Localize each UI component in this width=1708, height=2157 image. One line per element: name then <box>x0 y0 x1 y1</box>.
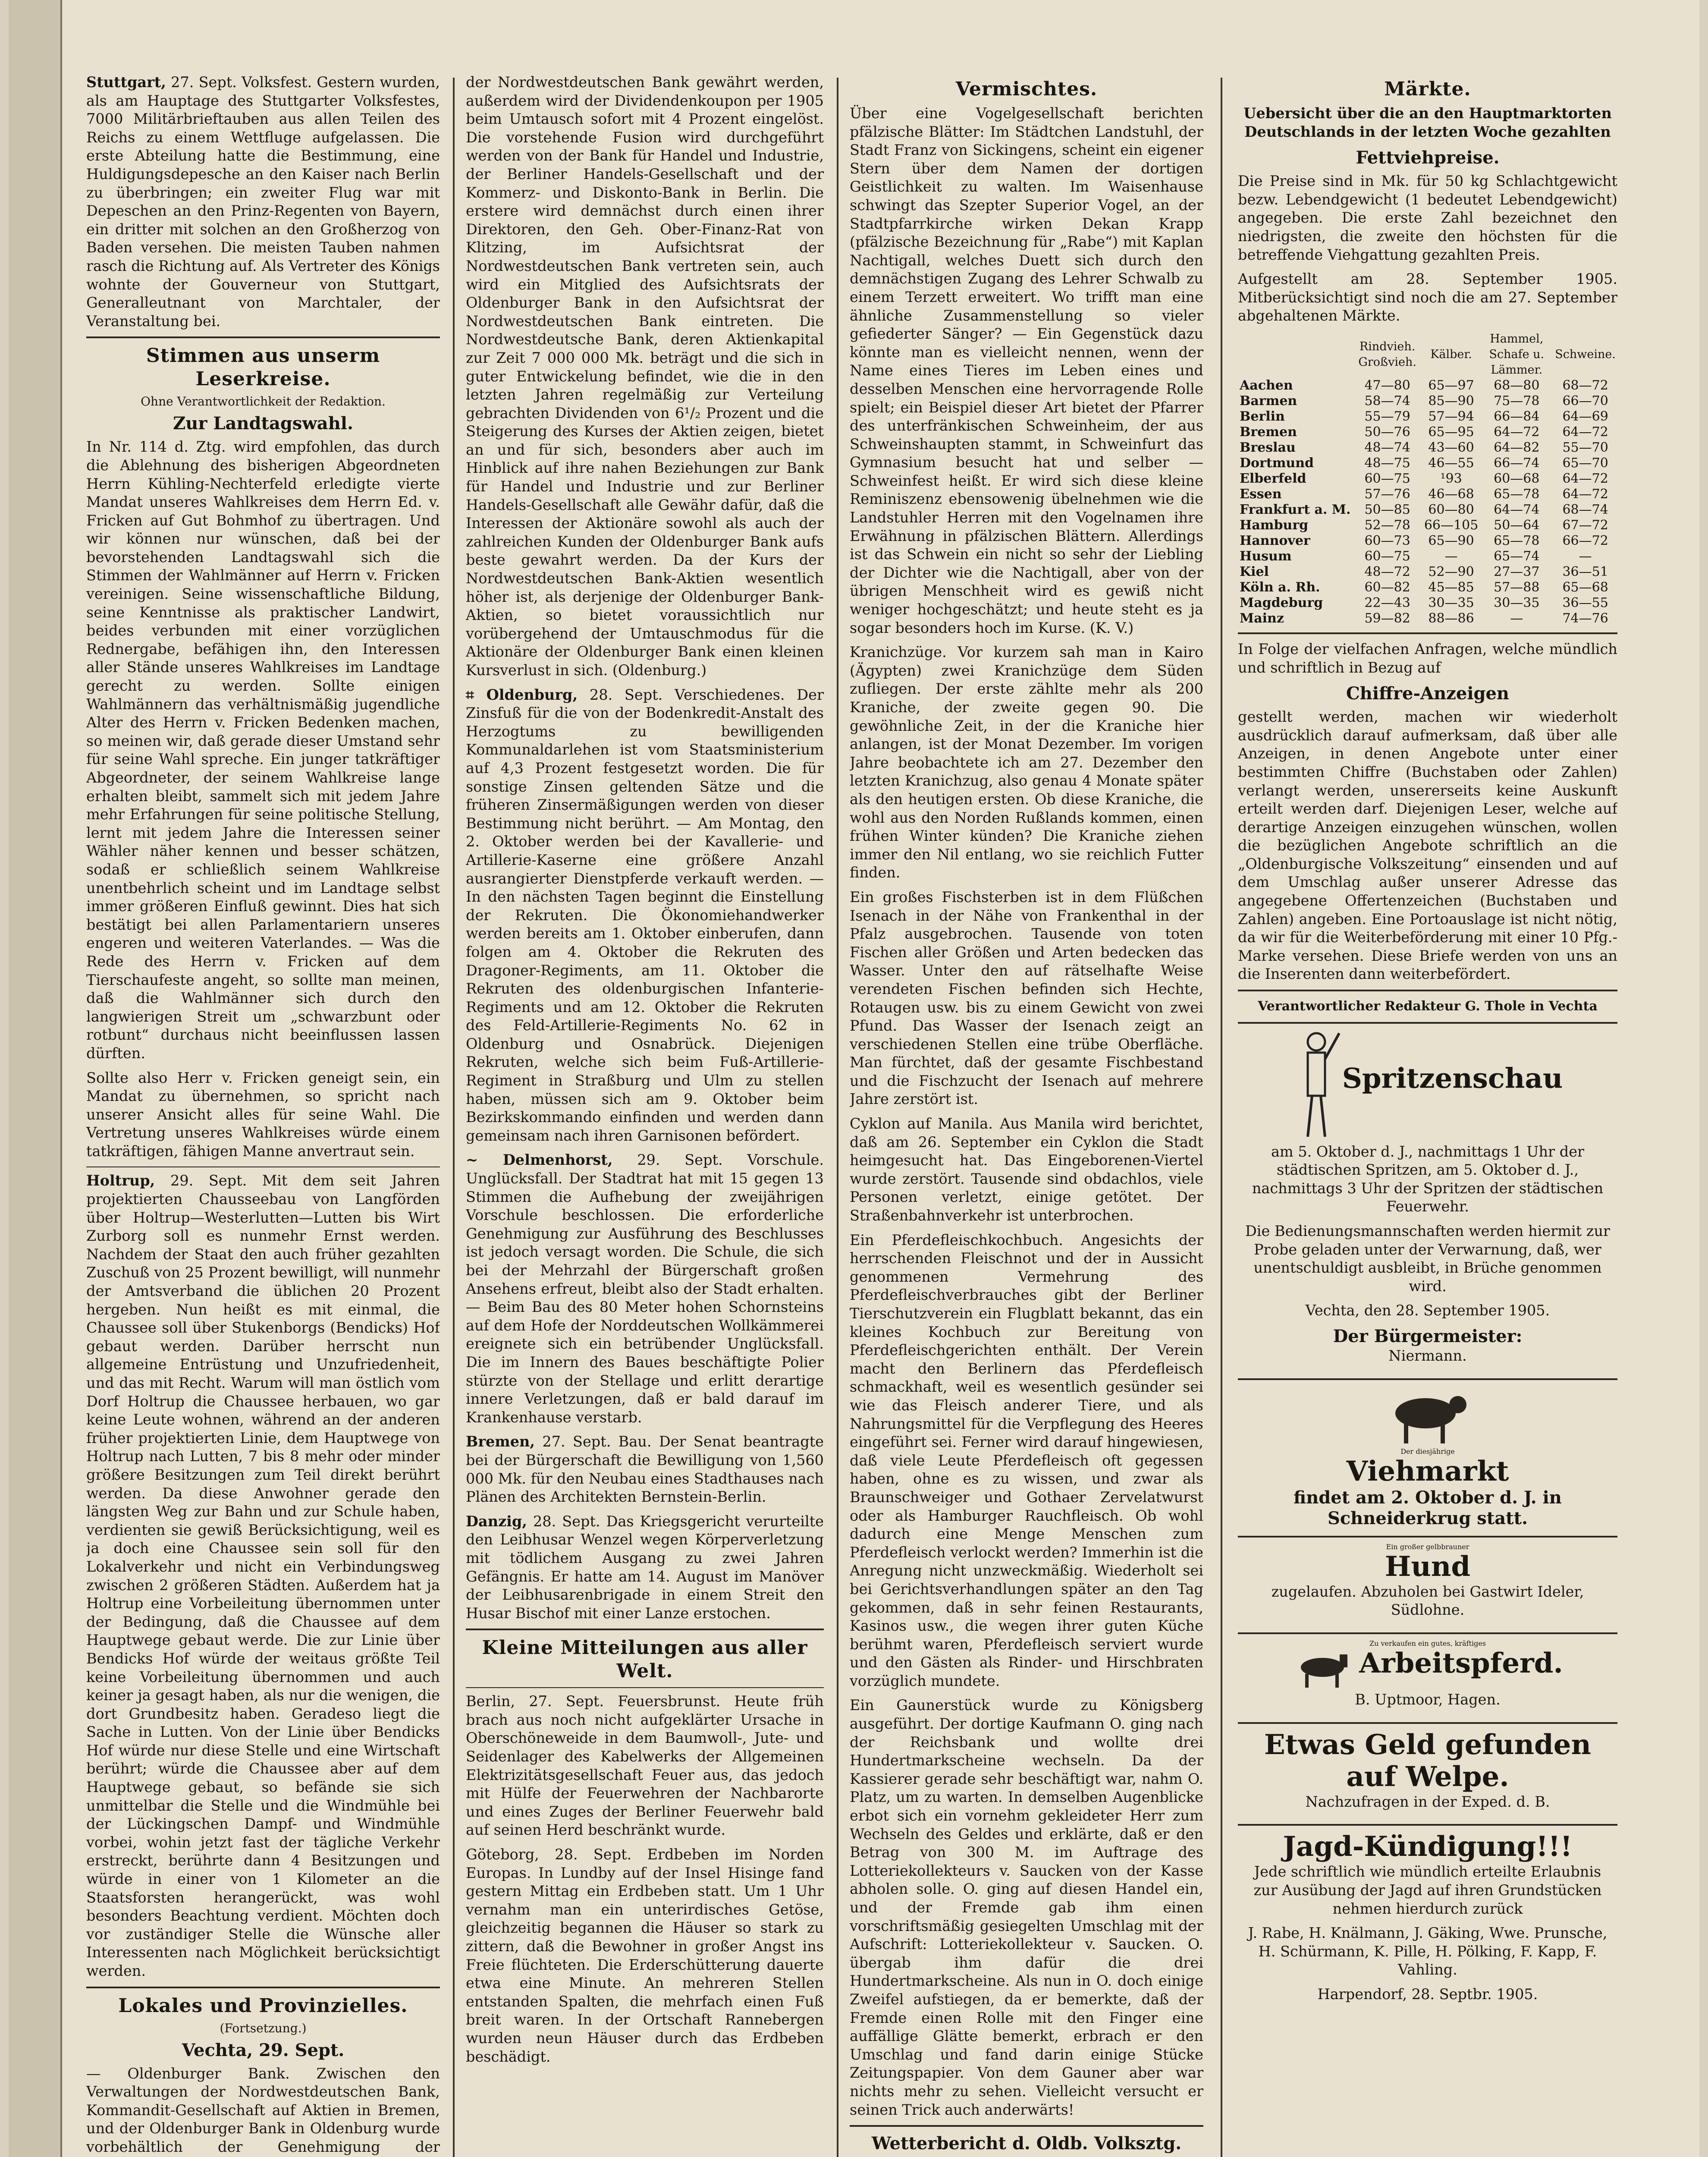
price-cell: 88—86 <box>1428 610 1474 626</box>
price-cell: 64—69 <box>1562 409 1608 424</box>
market-intro: Uebersicht über die an den Hauptmarktorten Deutschlands in der letzten Woche gezahlten <box>1243 105 1612 140</box>
article-text: Ein großes Fischsterben ist in dem Flüßchen Isenach in der Nähe von Frankenthal in der Pfalz ausgebrochen. Tausende von toten Fischen aller Größen und Arten bedecken das Wasser. Unter den auf rätselhafte Weise verendeten Fischen befinden sich Hechte, Rotaugen usw. bis zu einem Gewicht von zwei Pfund. Das Wasser der Isenach zeigt an verschiedenen Stellen eine trübe Oberfläche. Man fürchtet, daß der gesamte Fischbestand und die Fischzucht der Isenach auf mehrere Jahre zerstört ist. <box>850 888 1203 1108</box>
cow-icon <box>1385 1385 1471 1447</box>
column-rule <box>453 78 455 2157</box>
ad-text: Harpendorf, 28. Septbr. 1905. <box>1317 1986 1538 2003</box>
article-text: Göteborg, 28. Sept. Erdbeben im Norden Europas. In Lundby auf der Insel Hisinge fand gestern Mittag ein Erdbeben statt. Um 1 Uhr vernahm man ein unterirdisches Getöse, gleichzeitig begannen die Häuser so stark zu zittern, daß die Bewohner in großer Angst ins Freie flüchteten. Die Erderschütterung dauerte etwa eine Minute. An mehreren Stellen entstanden Spalten, die mehrfach einen Fuß breit waren. In der Ortschaft Rannebergen wurden neun Häuser durch das Erdbeben beschädigt. <box>466 1846 824 2065</box>
article-text: In Nr. 114 d. Ztg. wird empfohlen, das durch die Ablehnung des bisherigen Abgeordneten Herrn Kühling-Nechterfeld erledigte vierte Mandat unseres Wahlkreises dem Herrn Ed. v. Fricken auf Gut Bohmhof zu übertragen. Und wir können nur wünschen, daß bei der bevorstehenden Landtagswahl sich die Stimmen der Wahlmänner auf Herrn v. Fricken vereinigen. Seine wissenschaftliche Bildung, seine Kenntnisse als praktischer Landwirt, beides verbunden mit einer vorzüglichen Rednergabe, befähigen ihn, den Interessen aller Stände unseres Wahlkreises im Landtage gerecht zu werden. Sollte einigen Wahlmännern das verhältnismäßig jugendliche Alter des Herrn v. Fricken Bedenken machen, so meinen wir, daß gerade dieser Umstand sehr für seine Wahl spreche. Ein junger tatkräftiger Abgeordneter, der seinem Wahlkreise lange erhalten bleibt, sammelt sich mit jedem Jahre mehr Erfahrungen für seine politische Stellung, lernt mit jedem Jahre die Interessen seiner Wähler näher kennen und besser schätzen, sodaß er schließlich seinem Wahlkreise unentbehrlich scheint und im Landtage selbst immer größeren Einfluß gewinnt. Dies hat sich bestätigt bei allen Parlamentariern unseres engeren und weiteren Vaterlandes. — Was die Rede des Herrn v. Fricken auf dem Tierschaufeste angeht, so sollte man meinen, daß die Wahlmänner sich durch den langwierigen Streit um „schwarzbunt oder rotbunt“ durchaus nicht beeinflussen lassen dürften. <box>86 438 440 1062</box>
price-cell: 60—75 <box>1364 548 1410 564</box>
market-city: Frankfurt a. M. <box>1240 502 1351 517</box>
divider <box>850 2125 1203 2127</box>
divider <box>1238 990 1617 991</box>
article-text: Ein Pferdefleischkochbuch. Angesichts der herrschenden Fleischnot und der in Aussicht genommenen Vermehrung des Pferdefleischverbrauches gibt der Berliner Tierschutzverein ein Flugblatt bekannt, das ein kleines Kochbuch zur Bereitung von Pferdefleischgerichten enthält. Der Verein macht den Berlinern das Pferdefleisch schmackhaft, weil es wesentlich gesünder sei wie das Fleisch anderer Tiere, und als Nahrungsmittel für die Verpflegung des Heeres eingeführt sei. Ferner wird darauf hingewiesen, daß viele Leute Pferdefleisch oft gegessen haben, ohne es zu wissen, und zwar als Braunschweiger und Gothaer Zervelatwurst oder als Hamburger Rauchfleisch. Ob wohl dadurch eine Menge Menschen zum Pferdefleisch verlockt werden? Immerhin ist die Anregung nicht unzweckmäßig. Wiederholt sei bei Gerichtsverhandlungen später an den Tag gekommen, daß in sehr feinen Restaurants, Kasinos usw., die wegen ihrer guten Küche berühmt waren, Pferdefleisch serviert wurde und den Gästen als Rinder- und Hirschbraten vorzüglich mundete. <box>850 1231 1203 1689</box>
price-cell: 66—105 <box>1424 517 1479 533</box>
market-city: Hamburg <box>1240 517 1309 533</box>
price-cell: 48—74 <box>1364 440 1410 455</box>
binding-edge <box>9 0 62 2157</box>
divider <box>1238 632 1617 634</box>
market-city: Berlin <box>1240 409 1285 424</box>
ad-text: Niermann. <box>1388 1347 1467 1364</box>
price-cell: 74—76 <box>1562 610 1608 626</box>
ad-text: Nachzufragen in der Exped. d. B. <box>1305 1793 1550 1810</box>
price-cell: 65—70 <box>1562 455 1608 471</box>
price-cell: 57—76 <box>1364 486 1410 502</box>
price-column-header: Rindvieh. Großvieh. <box>1358 340 1416 369</box>
ad-text: B. Uptmoor, Hagen. <box>1355 1691 1501 1708</box>
price-cell: 64—72 <box>1562 486 1608 502</box>
price-cell: 66—70 <box>1562 393 1608 409</box>
market-city: Husum <box>1240 548 1292 564</box>
price-cell: 68—72 <box>1562 377 1608 393</box>
section-heading: Chiffre-Anzeigen <box>1346 683 1510 704</box>
article-oldenburg <box>466 686 824 1145</box>
dateline: Vechta, 29. Sept. <box>182 2040 345 2060</box>
divider <box>466 1687 824 1688</box>
table-row <box>1238 518 1617 533</box>
ad-spritzenschau <box>1238 1022 1617 1378</box>
price-column-header: Schweine. <box>1555 347 1616 361</box>
market-city: Köln a. Rh. <box>1240 579 1320 595</box>
price-table-corner <box>1238 331 1352 378</box>
price-column-header: Hammel, Schafe u. Lämmer. <box>1489 332 1545 377</box>
price-cell: 50—64 <box>1494 517 1540 533</box>
price-cell: 57—88 <box>1494 579 1540 595</box>
article-text: Über eine Vogelgesellschaft berichten pfälzische Blätter: Im Städtchen Landstuhl, der Stadt Franz von Sickingens, scheint ein eigener Stern über dem Namen der dortigen Geistlichkeit zu walten. Im Waisenhause schwingt das Szepter Superior Vogel, an der Stadtpfarrkirche wirken Dekan Krapp (pfälzische Bezeichnung für „Rabe“) mit Kaplan Nachtigall, welches Duett sich durch den demnächstigen Zugang des Lehrer Schwalb zu einem Terzett erweitert. Wo trifft man eine ähnliche Zusammenstellung so vieler gefiederter Sänger? — Ein Gegenstück dazu könnte man es vielleicht nennen, wenn der Name eines Tieres im Leben eines und desselben Menschen eine hervorragende Rolle spielt; ein Beispiel dieser Art bietet der Pfarrer des unterfränkischen Schweinheim, der aus Schweinshaupten stammt, in Schweinfurt das Gymnasium besucht hat und selber — Schweinfest heißt. Er wird sich diese kleine Reminiszenz ebensowenig übelnehmen wie die Landstuhler Herren mit den Vogelnamen ihre Erwähnung in pfälzischen Blättern. Allerdings ist das Schwein ein nicht so sehr der Liebling der Dichter wie die Nachtigall, aber von der übrigen Menschheit wird es gewiß nicht weniger hochgeschätzt; und heute steht es ja sogar besonders hoch im Kurse. (K. V.) <box>850 105 1203 636</box>
horse-icon <box>1292 1650 1357 1691</box>
table-row <box>1238 440 1617 456</box>
column-4 <box>1238 73 1617 2017</box>
price-cell: 64—74 <box>1494 502 1540 517</box>
article-text: 27. Sept. Volksfest. Gestern wurden, als am Hauptage des Stuttgarter Volksfestes, 7000 Militärbrieftauben aus allen Teilen des Reichs zu einem Wettfluge aufgelassen. Die erste Abteilung hatte die Bestimmung, eine Huldigungsdepesche an den Kaiser nach Berlin zu überbringen; ein zweiter Flug war mit Depeschen an den Prinz-Regenten von Bayern, ein dritter mit solchen an den Großherzog von Baden versehen. Die meisten Tauben nahmen rasch die Richtung auf. Als Vertreter des Königs wohnte der Gouverneur von Stuttgart, Generalleutnant von Marchtaler, der Veranstaltung bei. <box>86 74 440 330</box>
price-cell: 47—80 <box>1364 377 1410 393</box>
section-heading: Lokales und Provinzielles. <box>118 1994 408 2017</box>
price-cell: 58—74 <box>1364 393 1410 409</box>
price-cell: 50—85 <box>1364 502 1410 517</box>
article-text: 28. Sept. Das Kriegsgericht verurteilte den Leibhusar Wenzel wegen Körperverletzung mit tödlichem Ausgang zu zwei Jahren Gefängnis. Er hatte am 14. August im Manöver der Leibhusarenbrigade in einem Streit den Husar Bischof mit einer Lanze erstochen. <box>466 1512 824 1622</box>
market-note: Aufgestellt am 28. September 1905. Mitberücksichtigt sind noch die am 27. September abgehaltenen Märkte. <box>1238 270 1617 324</box>
price-cell: 85—90 <box>1428 393 1474 409</box>
price-cell: 52—90 <box>1428 564 1474 579</box>
article-danzig <box>466 1512 824 1623</box>
ad-text: findet am 2. Oktober d. J. in Schneiderkrug statt. <box>1294 1487 1562 1528</box>
section-heading: Stimmen aus unserm Leserkreise. <box>146 345 380 390</box>
market-city: Aachen <box>1240 377 1293 393</box>
table-row <box>1238 409 1617 424</box>
divider <box>466 1629 824 1630</box>
ad-pretitle: Der diesjährige <box>1400 1447 1455 1456</box>
price-cell: 64—72 <box>1562 424 1608 440</box>
price-cell: 48—75 <box>1364 455 1410 471</box>
section-heading: Vermischtes. <box>955 78 1098 100</box>
price-column-header: Kälber. <box>1430 347 1472 361</box>
ad-text: Jede schriftlich wie mündlich erteilte Erlaubnis zur Ausübung der Jagd auf ihren Grundstücken nehmen hierdurch zurück <box>1253 1863 1602 1917</box>
article-stuttgart <box>86 73 440 330</box>
notice-text: In Folge der vielfachen Anfragen, welche mündlich und schriftlich in Bezug auf <box>1238 640 1617 676</box>
market-city: Kiel <box>1240 564 1269 579</box>
price-cell: 30—35 <box>1494 595 1540 610</box>
ad-hund <box>1238 1536 1617 1632</box>
price-cell: 52—78 <box>1364 517 1410 533</box>
price-cell: 43—60 <box>1428 440 1474 455</box>
divider <box>86 336 440 338</box>
dateline: ~ Delmenhorst, <box>466 1151 613 1169</box>
price-cell: 45—85 <box>1428 579 1474 595</box>
price-cell: 60—73 <box>1364 533 1410 548</box>
article-text: — Oldenburger Bank. Zwischen den Verwaltungen der Nordwestdeutschen Bank, Kommandit-Gesellschaft auf Aktien in Bremen, und der Oldenburger Bank in Oldenburg wurde vorbehältlich der Genehmigung der <box>86 2065 440 2155</box>
section-heading: Kleine Mitteilungen aus aller Welt. <box>482 1637 808 1682</box>
price-cell: 65—74 <box>1494 548 1540 564</box>
table-row <box>1238 502 1617 518</box>
column-rule <box>837 78 838 2157</box>
notice-text: gestellt werden, machen wir wiederholt ausdrücklich darauf aufmerksam, daß über alle Anzeigen, in denen Angebote unter einer bestimmten Chiffre (Buchstaben oder Zahlen) verlangt werden, unsererseits keine Auskunft erteilt werden darf. Diejenigen Leser, welche auf derartige Anzeigen einzugehen wünschen, wollen die bezüglichen Angebote schriftlich an die „Oldenburgische Volkszeitung“ einsenden und auf dem Umschlag außer unserer Adresse das angegebene Offertenzeichen (Buchstaben und Zahlen) angeben. Eine Portoauslage ist nicht nötig, da wir für die Weiterbeförderung mit einer 10 Pfg.-Marke versehen. Diese Briefe werden von uns an die Inserenten dann weiterbefördert. <box>1238 708 1617 983</box>
price-cell: 60—68 <box>1494 471 1540 486</box>
article-text: 29. Sept. Vorschule. Unglücksfall. Der Stadtrat hat mit 15 gegen 13 Stimmen die Aufhebung der zweijährigen Vorschule beschlossen. Die erforderliche Genehmigung zur Ausführung des Beschlusses ist jedoch versagt worden. Die Schule, die sich bei der Mehrzahl der Bürgerschaft großen Ansehens erfreut, bleibt also der Stadt erhalten. — Beim Bau des 80 Meter hohen Schornsteins auf dem Hofe der Norddeutschen Wollkämmerei ereignete sich ein betrübender Unglücksfall. Die im Innern des Baues beschäftigte Polier stürzte von der Stellage und erlitt derartige innere Verletzungen, daß er bald darauf im Krankenhause verstarb. <box>466 1151 824 1426</box>
price-cell: 60—75 <box>1364 471 1410 486</box>
price-cell: 65—68 <box>1562 579 1608 595</box>
price-cell: 65—97 <box>1428 377 1474 393</box>
column-rule <box>1221 78 1222 2157</box>
market-city: Magdeburg <box>1240 595 1323 610</box>
price-cell: 50—76 <box>1364 424 1410 440</box>
price-cell: 60—82 <box>1364 579 1410 595</box>
price-cell: 75—78 <box>1494 393 1540 409</box>
ad-text: Die Bedienungsmannschaften werden hiermit zur Probe geladen unter der Verwarnung, daß, wer unentschuldigt ausbleibt, in Brüche genommen wird. <box>1245 1223 1611 1295</box>
dateline: Bremen, <box>466 1433 535 1450</box>
ad-title: Viehmarkt <box>1346 1455 1509 1487</box>
column-3 <box>850 73 1203 2157</box>
table-row <box>1238 471 1617 487</box>
column-2 <box>466 73 824 2072</box>
market-note: Die Preise sind in Mk. für 50 kg Schlachtgewicht bezw. Lebendgewicht (1 bedeutet Lebendgewicht) angegeben. Die erste Zahl bezeichnet den niedrigsten, die zweite den höchsten für die betreffende Viehgattung gezahlten Preis. <box>1238 173 1617 263</box>
firefighter-icon <box>1293 1029 1340 1143</box>
market-city: Breslau <box>1240 440 1296 455</box>
ad-title: Arbeitspferd. <box>1359 1647 1563 1679</box>
price-cell: 66—74 <box>1494 455 1540 471</box>
market-city: Elberfeld <box>1240 471 1306 486</box>
price-cell: — <box>1444 548 1458 564</box>
market-city: Mainz <box>1240 610 1284 626</box>
price-cell: 65—90 <box>1428 533 1474 548</box>
price-cell: 36—55 <box>1562 595 1608 610</box>
table-row <box>1238 533 1617 549</box>
price-cell: — <box>1510 610 1523 626</box>
article-bremen <box>466 1433 824 1506</box>
dateline: Danzig, <box>466 1512 527 1530</box>
market-city: Hannover <box>1240 533 1310 548</box>
price-cell: 46—55 <box>1428 455 1474 471</box>
market-city: Bremen <box>1240 424 1297 440</box>
price-table <box>1238 331 1617 626</box>
price-cell: — <box>1579 548 1592 564</box>
price-cell: 64—72 <box>1562 471 1608 486</box>
article-holtrup <box>86 1172 440 1980</box>
ad-pretitle: Ein großer gelbbrauner <box>1386 1542 1469 1551</box>
table-row <box>1238 456 1617 471</box>
section-heading: Wetterbericht d. Oldb. Volksztg. <box>871 2133 1182 2154</box>
article-text: Kranichzüge. Vor kurzem sah man in Kairo (Ägypten) zwei Kranichzüge dem Süden zufliegen. Der erste zählte mehr als 200 Kraniche, der zweite gegen 90. Die gewöhnliche Zeit, in der die Kraniche hier anlangen, ist der Monat Dezember. Im vorigen Jahre beobachtete ich am 27. Dezember den letzten Kranichzug, also genau 4 Monate später als den heutigen ersten. Ob diese Kraniche, die wohl aus den Norden Rußlands kommen, einen frühen Winter künden? Die Kraniche ziehen immer den Nil entlang, wo sie reichlich Futter finden. <box>850 644 1203 881</box>
article-text: 29. Sept. Mit dem seit Jahren projektierten Chausseebau von Langförden über Holtrup—Westerlutten—Lutten bis Wirt Zurborg soll es nunmehr Ernst werden. Nachdem der Staat den auch früher gezahlten Zuschuß von 25 Prozent bewilligt, will nunmehr der Amtsverband die üblichen 20 Prozent hergeben. Nun heißt es mit einmal, die Chaussee soll über Stukenborgs (Bendicks) Hof gebaut werden. Darüber herrscht nun allgemeine Entrüstung und Unzufriedenheit, und das mit Recht. Warum will man östlich vom Dorf Holtrup die Chaussee herbauen, wo gar keine Leute wohnen, während an der anderen früher projektierten Linie, dem Hauptwege von Holtrup nach Lutten, 7 bis 8 mehr oder minder größere Besitzungen zum Teil direkt berührt werden. Da diese Anwohner gerade den längsten Weg zur Bahn und zur Schule haben, verdienten sie gewiß Berücksichtigung, weil es ja doch eine Chaussee sein soll für den Lokalverkehr und nicht ein Verbindungsweg zwischen 2 größeren Städten. Außerdem hat ja Holtrup eine Vorbeileitung übernommen unter der Bedingung, daß die Chaussee auf dem Hauptwege gebaut werde. Die zur Linie über Bendicks Hof würde der weitaus größte Teil keine Vorbeileitung übernommen und auch keiner ja gesagt haben, als nur die wenigen, die dort Grundbesitz haben. Geradeso liegt die Sache in Lutten. Von der Linie über Bendicks Hof würde nur diese Stelle und eine Wirtschaft berührt; würde die Chaussee aber auf dem Hauptwege gebaut, so befände sie sich unmittelbar die Stelle und die Windmühle bei der Lückingschen Dampf- und Windmühle vorbei, wohin jetzt fast der tägliche Verkehr erstreckt, berührte dann 4 Besitzungen und würde in einer von 1 Kilometer an die Staatsforsten herangerückt, was wohl besonders Beachtung verdient. Möchten doch vor zuständiger Stelle die Wünsche aller Interessenten nach Möglichkeit berücksichtigt werden. <box>86 1172 440 1979</box>
table-row <box>1238 549 1617 564</box>
price-cell: 64—72 <box>1494 424 1540 440</box>
article-delmenhorst <box>466 1151 824 1427</box>
price-cell: 68—80 <box>1494 377 1540 393</box>
price-cell: 55—79 <box>1364 409 1410 424</box>
article-text: Sollte also Herr v. Fricken geneigt sein, ein Mandat zu übernehmen, so spricht nach unserer Ansicht alles für seine Wahl. Die Vertretung unseres Wahlkreises würde einem tatkräftigen, fähigen Manne anvertraut sein. <box>86 1069 440 1160</box>
ad-signature: Der Bürgermeister: <box>1333 1326 1523 1346</box>
price-cell: 30—35 <box>1428 595 1474 610</box>
ad-text: J. Rabe, H. Knälmann, J. Gäking, Wwe. Prunsche, H. Schürmann, K. Pille, H. Pölking, F. Kapp, F. Vahling. <box>1248 1924 1608 1978</box>
ad-text: am 5. Oktober d. J., nachmittags 1 Uhr der städtischen Spritzen, am 5. Oktober d. J., nachmittags 3 Uhr der Spritzen der städtischen Feuerwehr. <box>1252 1143 1604 1215</box>
price-cell: 65—78 <box>1494 486 1540 502</box>
article-text: Berlin, 27. Sept. Feuersbrunst. Heute früh brach aus noch nicht aufgeklärter Ursache in Oberschöneweide in dem Baumwoll-, Jute- und Seidenlager des Kabelwerks der Allgemeinen Elektrizitätsgesellschaft Feuer aus, das jedoch mit Hülfe der Feuerwehren der Nachbarorte und eines Zuges der Berliner Feuerwehr bald auf seinen Herd beschränkt wurde. <box>466 1693 824 1839</box>
table-row <box>1238 487 1617 502</box>
table-row <box>1238 393 1617 409</box>
section-subheading: Ohne Verantwortlichkeit der Redaktion. <box>141 394 386 409</box>
ad-text: Vechta, den 28. September 1905. <box>1305 1302 1550 1319</box>
price-cell: ¹93 <box>1440 471 1462 486</box>
price-cell: 64—82 <box>1494 440 1540 455</box>
section-heading: Fettviehpreise. <box>1356 148 1500 168</box>
divider <box>86 1987 440 1988</box>
section-heading: Märkte. <box>1384 78 1471 100</box>
price-cell: 65—95 <box>1428 424 1474 440</box>
article-text: 28. Sept. Verschiedenes. Der Zinsfuß für die von der Bodenkredit-Anstalt des Herzogtums zu bewilligenden Kommunaldarlehen ist vom Staatsministerium auf 4,3 Prozent festgesetzt worden. Die für sonstige Zinsen geltenden Sätze und die früheren Zinsermäßigungen werden von dieser Bestimmung nicht berührt. — Am Montag, den 2. Oktober werden bei der Kavallerie- und Artillerie-Kaserne eine größere Anzahl ausrangierter Dienstpferde verkauft werden. — In den nächsten Tagen beginnt die Einstellung der Rekruten. Die Ökonomiehandwerker werden bereits am 1. Oktober einberufen, dann folgen am 4. Oktober die Rekruten des Dragoner-Regiments, am 11. Oktober die Rekruten des oldenburgischen Infanterie-Regiments und am 12. Oktober die Rekruten des Feld-Artillerie-Regiments No. 62 in Oldenburg und Osnabrück. Diejenigen Rekruten, welche sich beim Fuß-Artillerie-Regiment in Straßburg und Ulm zu stellen haben, müssen sich am 9. Oktober beim Bezirkskommando einfinden und werden dann gemeinsam nach ihren Garnisonen befördert. <box>466 686 824 1144</box>
price-cell: 36—51 <box>1562 564 1608 579</box>
table-row <box>1238 424 1617 440</box>
dateline: ⌗ Oldenburg, <box>466 686 578 703</box>
ad-title: Jagd-Kündigung!!! <box>1283 1830 1573 1863</box>
article-text: Ein Gaunerstück wurde zu Königsberg ausgeführt. Der dortige Kaufmann O. ging nach der Reichsbank und wollte drei Hundertmarkscheine wechseln. Da der Kassierer gerade sehr beschäftigt war, nahm O. Platz, um zu warten. In demselben Augenblicke erbot sich ein vornehm gekleideter Herr zum Wechseln des Geldes und erklärte, daß er den Betrag von 300 M. im Auftrage des Lotteriekollekteurs v. Saucken von der Kasse abholen solle. O. ging auf diesen Handel ein, und der Fremde gab ihm einen vorschriftsmäßig gesiegelten Umschlag mit der Aufschrift: Lotteriekollekteur v. Saucken. O. übergab ihm dafür die drei Hundertmarkscheine. Als nun in O. doch einige Zweifel aufstiegen, da er bemerkte, daß der Fremde einen Rolle mit den Finger eine auffällige Glätte bemerkt, erbrach er den Umschlag und fand darin einige Stücke Zeitungspapier. Von dem Gauner aber war nichts mehr zu sehen. Vielleicht versucht er seinen Trick auch anderwärts! <box>850 1697 1203 2118</box>
column-1 <box>86 73 440 2157</box>
ad-title: Spritzenschau <box>1342 1062 1563 1095</box>
ad-geld <box>1238 1722 1617 1824</box>
market-city: Dortmund <box>1240 455 1314 471</box>
price-cell: 48—72 <box>1364 564 1410 579</box>
table-row <box>1238 595 1617 611</box>
price-cell: 59—82 <box>1364 610 1410 626</box>
table-row <box>1238 611 1617 626</box>
editor-line: Verantwortlicher Redakteur G. Thole in Vechta <box>1258 999 1598 1014</box>
dateline: Holtrup, <box>86 1172 155 1189</box>
price-cell: 22—43 <box>1364 595 1410 610</box>
price-cell: 65—78 <box>1494 533 1540 548</box>
price-cell: 66—84 <box>1494 409 1540 424</box>
dateline: Stuttgart, <box>86 74 166 91</box>
price-cell: 27—37 <box>1494 564 1540 579</box>
newspaper-page <box>9 0 1699 2157</box>
article-text: der Nordwestdeutschen Bank gewährt werden, außerdem wird der Dividendenkoupon per 1905 beim Umtausch sofort mit 4 Prozent eingelöst. Die vorstehende Fusion wird durchgeführt werden von der Bank für Handel und Industrie, der Berliner Handels-Gesellschaft und der Kommerz- und Diskonto-Bank in Berlin. Die erstere wird demnächst durch einen ihrer Direktoren, den Geh. Ober-Finanz-Rat von Klitzing, im Aufsichtsrat der Nordwestdeutschen Bank vertreten sein, auch wird ein Mitglied des Aufsichtsrats der Oldenburger Bank in den Aufsichtsrat der Nordwestdeutschen Bank eintreten. Die Nordwestdeutsche Bank, deren Aktienkapital zur Zeit 7 000 000 Mk. beträgt und die sich in guter Entwickelung befindet, wie die in den letzten Jahren regelmäßig zur Verteilung gebrachten Dividenden von 6¹/₂ Prozent und die Steigerung des Kurses der Aktien zeigen, bietet an und für sich, besonders aber auch im Hinblick auf ihre nahen Beziehungen zur Bank für Handel und Industrie und zur Berliner Handels-Gesellschaft alle Gewähr dafür, daß die Interessen der Aktionäre sowohl als auch der zahlreichen Kunden der Oldenburger Bank aufs beste gewahrt werden. Da der Kurs der Nordwestdeutschen Bank-Aktien wesentlich höher ist, als derjenige der Oldenburger Bank-Aktien, so bietet voraussichtlich nur vorübergehend der Umtauschmodus für die Aktionäre der Oldenburger Bank einen kleinen Kursverlust in sich. (Oldenburg.) <box>466 74 824 679</box>
market-city: Barmen <box>1240 393 1297 409</box>
market-city: Essen <box>1240 486 1282 502</box>
price-cell: 68—74 <box>1562 502 1608 517</box>
price-table-header <box>1238 331 1617 378</box>
ad-title: Hund <box>1385 1550 1471 1583</box>
article-text: Cyklon auf Manila. Aus Manila wird berichtet, daß am 26. September ein Cyklon die Stadt heimgesucht hat. Das Eingeborenen-Viertel wurde zerstört. Tausende sind obdachlos, viele Personen verletzt, einige getötet. Der Straßenbahnverkehr ist unterbrochen. <box>850 1115 1203 1224</box>
section-subheading: (Fortsetzung.) <box>220 2021 307 2035</box>
price-table-body <box>1238 378 1617 626</box>
price-cell: 57—94 <box>1428 409 1474 424</box>
ad-title: Etwas Geld gefunden auf Welpe. <box>1264 1728 1591 1793</box>
ad-arbeitspferd <box>1238 1632 1617 1722</box>
ad-text: zugelaufen. Abzuholen bei Gastwirt Ideler, Südlohne. <box>1271 1583 1584 1619</box>
article-text: 27. Sept. Bau. Der Senat beantragte bei der Bürgerschaft die Bewilligung von 1,560 000 Mk. für den Neubau eines Stadthauses nach Plänen des Architekten Bernstein-Berlin. <box>466 1433 824 1506</box>
price-cell: 67—72 <box>1562 517 1608 533</box>
table-row <box>1238 378 1617 393</box>
table-row <box>1238 564 1617 580</box>
ad-viehmarkt <box>1238 1378 1617 1536</box>
price-cell: 60—80 <box>1428 502 1474 517</box>
price-cell: 66—72 <box>1562 533 1608 548</box>
price-cell: 55—70 <box>1562 440 1608 455</box>
table-row <box>1238 580 1617 595</box>
article-heading: Zur Landtagswahl. <box>173 413 353 434</box>
ad-jagd <box>1238 1824 1617 2016</box>
price-cell: 46—68 <box>1428 486 1474 502</box>
ad-pretitle: Zu verkaufen ein gutes, kräftiges <box>1369 1639 1486 1648</box>
